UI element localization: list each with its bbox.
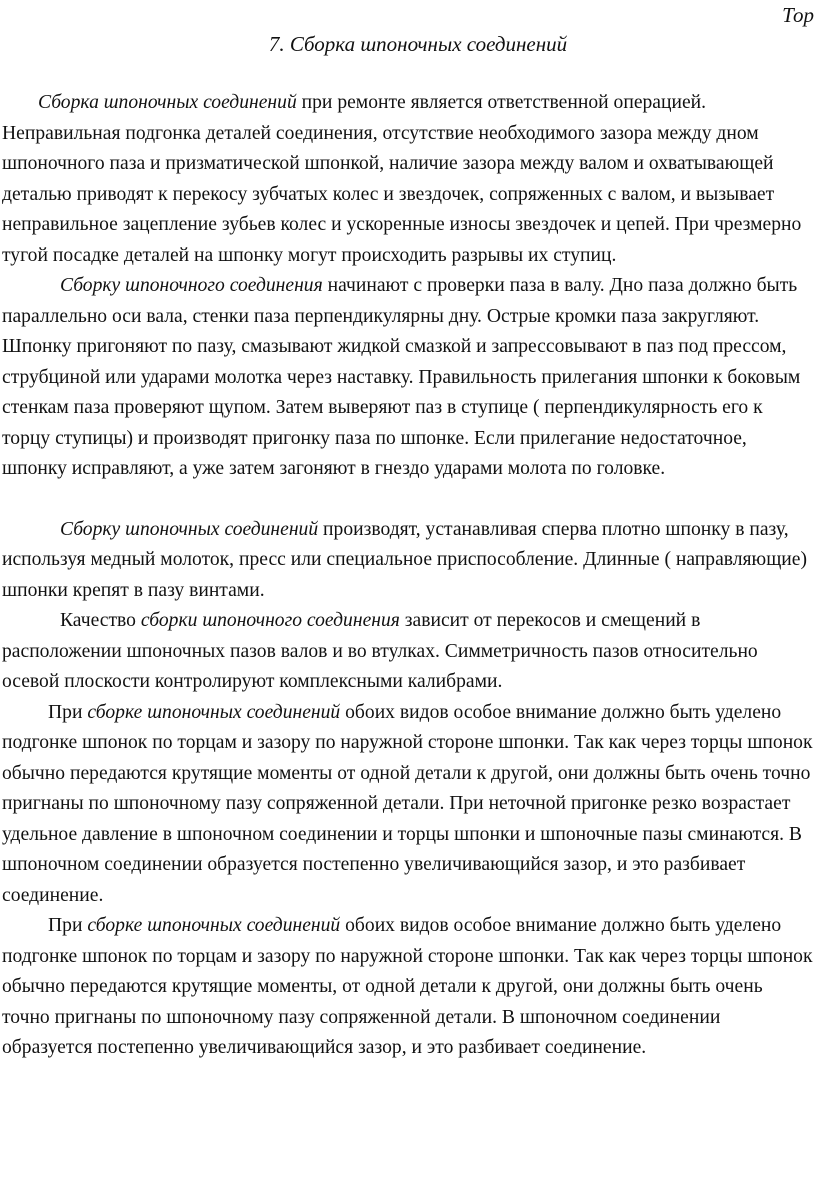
paragraph-3-text: производят, устанавливая сперва плотно шпонку в пазу, используя медный молоток, пресс или специальное приспособление. Длинные ( направляющие) шпонки крепят в пазу винтами.	[2, 518, 807, 601]
paragraph-4-prefix: Качество	[60, 610, 141, 631]
paragraph-2-italic-term: Сборку шпоночного соединения	[60, 275, 323, 296]
paragraph-2-text: начинают с проверки паза в валу. Дно паза должно быть параллельно оси вала, стенки паза перпендикулярны дну. Острые кромки паза закругляют. Шпонку пригоняют по пазу, смазывают жидкой смазкой и запрессовывают в паз под прессом, струбциной или ударами молотка через наставку. Правильность прилегания шпонки к боковым стенкам паза проверяют щупом. Затем выверяют паз в ступице ( перпендикулярность его к торцу ступицы) и производят пригонку паза по шпонке. Если прилегание недостаточное, шпонку исправляют, а уже затем загоняют в гнездо ударами молота по головке.	[2, 275, 801, 479]
paragraph-6	[2, 911, 814, 1064]
paragraph-4-italic-term: сборки шпоночного соединения	[140, 610, 400, 631]
paragraph-6-prefix: При	[48, 915, 88, 936]
paragraph-5-text: обоих видов особое внимание должно быть уделено подгонке шпонок по торцам и зазору по наружной стороне шпонки. Так как через торцы шпонок обычно передаются крутящие моменты от одной детали к другой, они должны быть очень точно пригнаны по шпоночному пазу сопряженной детали. При неточной пригонке резко возрастает удельное давление в шпоночном соединении и торцы шпонки и шпоночные пазы сминаются. В шпоночном соединении образуется постепенно увеличивающийся зазор, и это разбивает соединение.	[2, 701, 813, 906]
paragraph-4-text: зависит от перекосов и смещений в расположении шпоночных пазов валов и во втулках. Симметричность пазов относительно осевой плоскости контролируют комплексными калибрами.	[2, 610, 758, 692]
paragraph-5-prefix: При	[48, 701, 88, 723]
section-title: 7. Сборка шпоночных соединений	[268, 32, 568, 56]
paragraph-3-italic-term: Сборку шпоночных соединений	[60, 518, 319, 540]
paragraph-4	[2, 606, 814, 698]
paragraph-6-italic-term: сборке шпоночных соединений	[87, 915, 341, 936]
paragraph-2	[2, 271, 814, 485]
paragraph-1-italic-term: Сборка шпоночных соединений	[38, 92, 297, 113]
document-body	[2, 88, 814, 1064]
paragraph-3	[2, 515, 814, 607]
paragraph-5-italic-term: сборке шпоночных соединений	[87, 701, 341, 723]
paragraph-1	[2, 88, 814, 271]
top-link[interactable]: Тор	[782, 3, 814, 27]
paragraph-5	[2, 698, 814, 912]
paragraph-1-text: при ремонте является ответственной операцией. Неправильная подгонка деталей соединения, отсутствие необходимого зазора между дном шпоночного паза и призматической шпонкой, наличие зазора между валом и охватывающей деталью приводят к перекосу зубчатых колес и звездочек, сопряженных с валом, и вызывает неправильное зацепление зубьев колес и ускоренные износы звездочек и цепей. При чрезмерно тугой посадке деталей на шпонку могут происходить разрывы их ступиц.	[2, 92, 802, 266]
paragraph-6-text: обоих видов особое внимание должно быть уделено подгонке шпонок по торцам и зазору по наружной стороне шпонки. Так как через торцы шпонок обычно передаются крутящие моменты, от одной детали к другой, они должны быть очень точно пригнаны по шпоночному пазу сопряженной детали. В шпоночном соединении образуется постепенно увеличивающийся зазор, и это разбивает соединение.	[2, 915, 813, 1058]
